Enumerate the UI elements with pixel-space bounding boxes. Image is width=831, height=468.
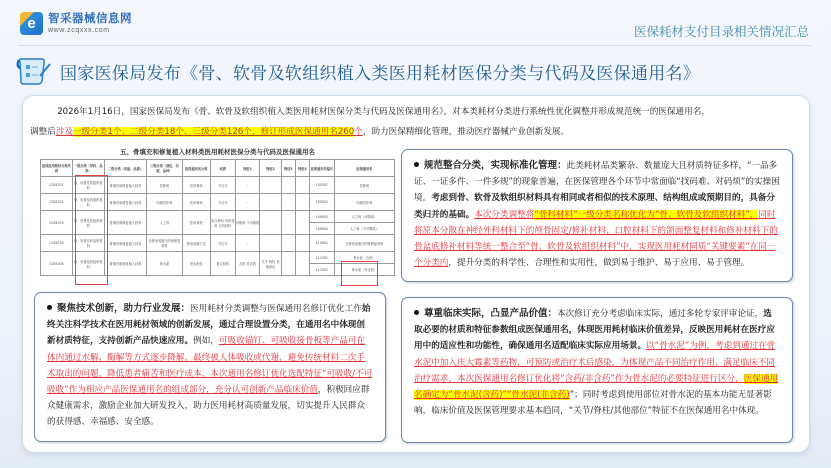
cell: 同种异体骨 bbox=[334, 194, 394, 211]
bullet-icon bbox=[414, 310, 419, 315]
cell: 可吸收 不可吸收 bbox=[235, 211, 260, 235]
col-header: 一级分类（学科、品类） bbox=[72, 160, 104, 177]
cell bbox=[260, 235, 281, 252]
cell: 骨水泥（非含药） bbox=[334, 264, 394, 276]
cell: - bbox=[235, 235, 260, 252]
header-bar bbox=[0, 0, 831, 46]
site-logo[interactable] bbox=[20, 12, 132, 35]
cell bbox=[281, 194, 295, 211]
cell: 109504 bbox=[309, 223, 334, 235]
header-divider bbox=[18, 45, 811, 46]
col-header: 医保通用名 bbox=[334, 160, 394, 177]
col-header: 特征4 bbox=[295, 160, 309, 177]
col-header: 二级分类（用途、品质） bbox=[104, 160, 146, 177]
cell: 骨水泥 bbox=[147, 252, 182, 276]
cell: 110501 bbox=[309, 235, 334, 252]
card-text: ，积极回应群众健康需求，激励企业加大研发投入，助力医用耗材高质量发展，切实提升人民群众的获得感、幸福感、安全感。 bbox=[47, 385, 370, 428]
intro-red-text: 涉及 bbox=[55, 127, 73, 137]
card-heading: 聚焦技术创新，助力行业发展： bbox=[57, 303, 191, 314]
cell: 骨、软骨及软组织材料 bbox=[72, 235, 104, 252]
cell: - bbox=[235, 194, 260, 211]
page-title-row bbox=[16, 56, 700, 86]
cell: 骨填充和修复植入材料 bbox=[104, 252, 146, 276]
cell: 骨形成蛋白类 bbox=[182, 235, 210, 252]
cell: C034702 bbox=[41, 194, 73, 211]
cell bbox=[281, 252, 295, 276]
cell bbox=[281, 211, 295, 235]
cell bbox=[260, 177, 281, 194]
cell: 人工骨（不可吸收） bbox=[334, 223, 394, 235]
section-title: 医保耗材支付目录相关情况汇总 bbox=[633, 24, 809, 39]
level1-highlight-box bbox=[75, 175, 108, 285]
bone-cement-highlight-box bbox=[341, 261, 378, 286]
cell: 骨填充和修复植入材料 bbox=[104, 177, 146, 194]
cell: 含药 非含药 bbox=[235, 252, 260, 276]
intro-line-2 bbox=[30, 122, 810, 142]
card-text: 例如， bbox=[193, 336, 219, 347]
cell: 骨填充和修复植入材料 bbox=[104, 211, 146, 235]
cell: 异种骨 bbox=[147, 177, 182, 194]
cell: 骨填充和修复植入材料 bbox=[104, 235, 146, 252]
intro-line-1: 2026年1月16日，国家医保局发布《骨、软骨及软组织植入类医用耗材医保分类与代码及医保通用名》，对本类耗材分类进行系统性优化调整并形成规范统一的医保通用名， bbox=[57, 107, 710, 117]
cell bbox=[295, 194, 309, 211]
cell: 复合材料 有机材料 无机材料 bbox=[210, 211, 235, 235]
intro-text: ，助力医保精细化管理，推动医疗器械产业创新发展。 bbox=[362, 127, 570, 137]
card-standardize-classification bbox=[401, 149, 793, 282]
cell bbox=[260, 211, 281, 235]
card-tech-innovation bbox=[34, 292, 386, 442]
card-text: 本次修订充分考虑临床实际，通过多轮专家评审论证， bbox=[557, 309, 764, 319]
cell: 医用骨块 bbox=[182, 211, 210, 235]
cell: 骨水泥类 bbox=[182, 252, 210, 276]
cell: 医用骨块 bbox=[182, 177, 210, 194]
cell: 骨、软骨及软组织材料 bbox=[72, 252, 104, 276]
cell: 同种异体骨 bbox=[147, 194, 182, 211]
card-red-text: 本次分类调整将 bbox=[474, 209, 535, 220]
col-header: 医保医用耗材分类代码 bbox=[41, 160, 73, 177]
card-heading: 尊重临床实际，凸显产品价值： bbox=[424, 308, 558, 319]
cell: 骨水泥（含药） bbox=[334, 252, 394, 264]
cell: 骨填充和修复植入材料 bbox=[104, 194, 146, 211]
cell: 含骨形成蛋白的骨修复材料 bbox=[147, 235, 182, 252]
logo-name: 智采器械信息网 bbox=[48, 10, 132, 25]
cell bbox=[281, 235, 295, 252]
cell: 异种骨 bbox=[334, 177, 394, 194]
card-red-text: 同时将原本分散在神经外科材料下的颅骨固定/修补材料、口腔材料下的颌面整复材料和修补材料下的骨盆底修补材料等统一整合至“骨、软骨及软组织材料”中，实现医用耗材同质“关键要素”在同一个分类内 bbox=[414, 209, 778, 269]
col-header: 特征2 bbox=[260, 160, 281, 177]
cell bbox=[260, 194, 281, 211]
cell: 不区分 bbox=[210, 177, 235, 194]
cell bbox=[295, 211, 309, 235]
card-bold-text: 始终关注科学技术在医用耗材领域的创新发展，通过合理设置分类，在通用名中体现创新材质特征，支持创新产品快速应用。 bbox=[47, 304, 371, 347]
card-red-text: 以“骨水泥”为例，考虑到通过在骨水泥中加入庆大霉素等药物，可预防或治疗术后感染，为体现产品不同治疗作用、满足临床不同治疗需求，本次医保通用名修订优化将“含药/非含药”作为骨水泥的必要特征进行区分， bbox=[414, 341, 776, 384]
page-title: 国家医保局发布《骨、软骨及软组织植入类医用耗材医保分类与代码及医保通用名》 bbox=[60, 63, 701, 84]
cell: 不区分 bbox=[210, 235, 235, 252]
card-text: ”；同时考虑到使用部位对骨水泥的基本功能无显著影响，临床价值及医保管理要求基本趋同，“关节/脊柱/其他部位”特征不在医保通用名中体现。 bbox=[414, 390, 772, 417]
intro-red-text: 个 bbox=[354, 127, 363, 137]
cell: 109503 bbox=[309, 211, 334, 223]
intro-highlight-counts: 一级分类1个、二级分类18个、三级分类126个，修订形成医保通用名260 bbox=[73, 127, 355, 137]
cell: 骨、软骨及软组织材料 bbox=[72, 211, 104, 235]
bullet-icon bbox=[47, 305, 52, 310]
cell: C034705 bbox=[41, 252, 73, 276]
col-header: 医保通用名编号 bbox=[309, 160, 334, 177]
document-scroll-icon bbox=[16, 56, 52, 86]
card-red-text: 可吸收锚钉、可吸收接骨板等产品可在体内通过水解、酶解等方式逐步降解，最终被人体吸收或代谢，避免传统材料二次手术取出的问题，降低患者痛苦和医疗成本，本次通用名修订优化选配特征“可吸收/不可吸收”作为相应产品医保通用名的组成部分，充分认可创新产品临床价值 bbox=[47, 336, 373, 396]
col-header: 材质 bbox=[210, 160, 235, 177]
card-text: ，提升分类的科学性、合理性和实用性，做到易于维护、易于应用、易于管理。 bbox=[448, 258, 750, 269]
col-header: 特征1 bbox=[235, 160, 260, 177]
cell: C034701 bbox=[41, 177, 73, 194]
intro-text: 调整后 bbox=[30, 127, 56, 137]
cell: 111501 bbox=[309, 252, 334, 264]
cell: 复合材料 bbox=[210, 252, 235, 276]
cell: C034704 bbox=[41, 235, 73, 252]
table-title: 五、骨填充和修复植入材料类医用耗材医保分类与代码及医保通用名 bbox=[120, 148, 315, 156]
cell: 医用骨块 bbox=[182, 194, 210, 211]
card-bold-text: 考虑到骨、软骨及软组织材料具有相同或者相似的技术原理、结构组成或预期目的，具备分类归并的基础。 bbox=[414, 193, 775, 220]
card-text: 此类耗材品类繁杂、数量庞大且材质特征多样，“一品多证、一证多件、一件多规”的现象普遍，在医保管理各个环节中常面临“找码难、对码烦”的实操困境。 bbox=[414, 161, 780, 204]
cell: C034703 bbox=[41, 211, 73, 235]
logo-icon: e bbox=[20, 12, 43, 35]
col-header: 医保通用名分类 bbox=[182, 160, 210, 177]
card-bold-text: 选取必要的材质和特征参数组成医保通用名，体现医用耗材临床价值差异，反映医用耗材在医疗应用中的适应性和功能性，确保通用名适配临床实际应用场景。 bbox=[414, 309, 775, 352]
cell bbox=[295, 252, 309, 276]
cell bbox=[295, 235, 309, 252]
cell: 骨、软骨及软组织材料 bbox=[72, 194, 104, 211]
card-heading: 规范整合分类，实现标准化管理： bbox=[424, 160, 567, 171]
cell: 111502 bbox=[309, 264, 334, 276]
cell: 不区分 bbox=[210, 194, 235, 211]
cell: 骨、软骨及软组织材料 bbox=[72, 177, 104, 194]
card-clinical-value bbox=[401, 297, 793, 443]
cell: - bbox=[235, 177, 260, 194]
logo-url: www.zcqxxx.com bbox=[48, 27, 110, 35]
cell bbox=[295, 177, 309, 194]
col-header: 三级分类（部位、功能、品种） bbox=[147, 160, 182, 177]
card-highlight-text: 医保通用名确定为“骨水泥(含药)”“骨水泥(非含药) bbox=[414, 373, 779, 401]
cell: 关节 脊柱 其他部位 bbox=[260, 252, 281, 276]
card-highlight-text: “骨科材料”一级分类名称优化为“骨、软骨及软组织材料”， bbox=[534, 209, 759, 220]
card-text: 医用耗材分类调整与医保通用名修订优化工作 bbox=[190, 304, 362, 314]
bullet-icon bbox=[414, 162, 419, 167]
cell: 105501 bbox=[309, 177, 334, 194]
cell: 人工骨（可吸收） bbox=[334, 211, 394, 223]
classification-table-image bbox=[40, 147, 395, 287]
col-header: 特征3 bbox=[281, 160, 295, 177]
cell: 含骨形成蛋白的骨修复材料 bbox=[334, 235, 394, 252]
intro-paragraph bbox=[30, 102, 810, 142]
cell: 人工骨 bbox=[147, 211, 182, 235]
cell: 105502 bbox=[309, 194, 334, 211]
cell bbox=[281, 177, 295, 194]
